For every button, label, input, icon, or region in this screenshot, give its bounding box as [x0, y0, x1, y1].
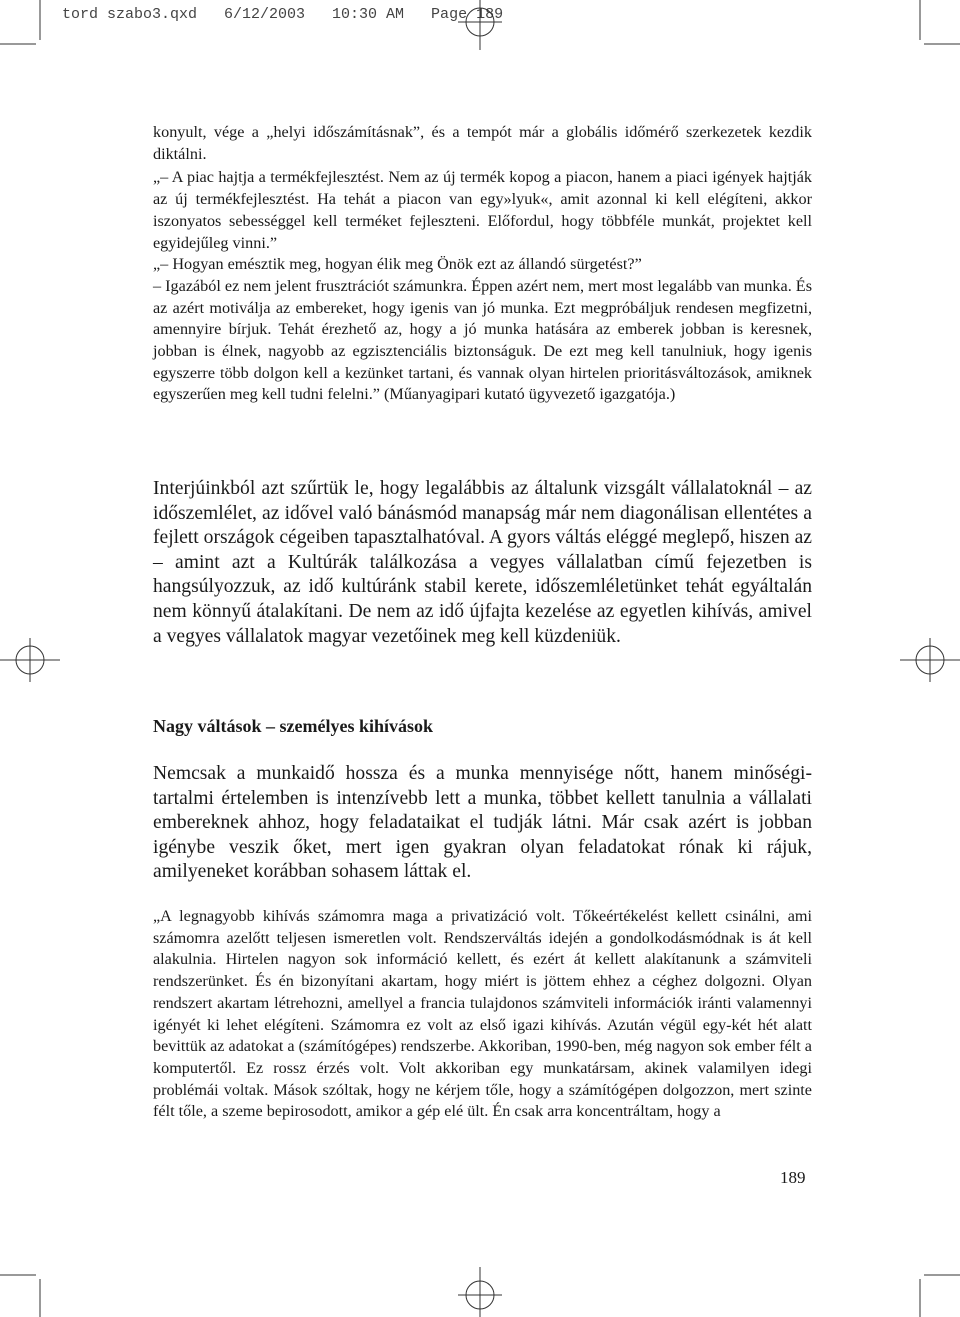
interview-quote-block-2 [153, 906, 812, 1123]
body-section-1 [153, 477, 812, 649]
file-slug: tord szabo3.qxd 6/12/2003 10:30 AM Page 189 [62, 6, 504, 23]
body-section-2 [153, 762, 812, 885]
crosshair-right-icon [900, 620, 960, 700]
question-paragraph: „– Hogyan emésztik meg, hogyan élik meg Önök ezt az állandó sürgetést?” [153, 255, 642, 274]
answer-paragraph: – Igazából ez nem jelent frusztrációt számunkra. Éppen azért nem, mert most legalább van munka. És az azért motiválja az embereket, hogy igenis van jó munka. Ezt megpróbáljuk rendesen megfizetni, amennyire bírjuk. Tehát érezhető az, hogy a jó munka hatására az emberek jobban is keresnek, jobban is élnek, nagyobb az egzisztenciális biztonságuk. De ezt meg kell tanulniuk, hogy igenis egyszerre több dolgon kell a kezünket tartani, és vannak olyan hirtelen prioritásváltozások, amiknek egyszerűen meg kell tudni felelni.” (Műanyagipari kutató ügyvezető igazgatója.) [153, 276, 812, 404]
quote-paragraph: „– A piac hajtja a termékfejlesztést. Nem az új termék kopog a piacon, hanem a piaci igények hajtják az új termékfejlesztést. Ha tehát a piacon van egy»lyuk«, amit azonnal ki kell elégíteni, akkor iszonyatos sebességgel kell terméket fejleszteni. Előfordul, hogy többféle munkát, projektet kell egyidejűleg vinni.” [153, 168, 812, 252]
paragraph-continuation: konyult, vége a „helyi időszámításnak”, és a tempót már a globális időmérő szerkezetek kezdik diktálni. [153, 123, 812, 163]
crop-mark-top-left-icon [0, 0, 60, 60]
body-paragraph: Interjúinkból azt szűrtük le, hogy legalábbis az általunk vizsgált vállalatoknál – az időszemlélet, az idővel való bánásmód manapság már nem diagonálisan ellentétes a fejlett országok cégeiben tapasztalhatóval. A gyors váltás eléggé meglepő, hiszen az – amint azt a Kultúrák találkozása a vegyes vállalatban című fejezetben is hangsúlyozzuk, az idő kultúránk stabil kerete, időszemléletünket tehát egyáltalán nem könnyű átalakítani. De nem az idő újfajta kezelése az egyetlen kihívás, amivel a vegyes vállalatok magyar vezetőinek meg kell küzdeniük. [153, 478, 812, 647]
quote-paragraph: „A legnagyobb kihívás számomra maga a privatizáció volt. Tőkeértékelést kellett csinálni, ami számomra azelőtt teljesen ismeretlen volt. Rendszerváltás idején a gondolkodásmódnak is át kell alakulnia. Hirtelen nagyon sok információ kellett, és ezért át kellett alakítanunk a számviteli rendszerünket. És én bizonyítani akartam, hogy miért is jöttem ehhez a céghez dolgozni. Olyan rendszert akartam létrehozni, amellyel a francia tulajdonos számviteli információk iránti valamennyi igényét ki lehet elégíteni. Számomra ez volt az első igazi kihívás. Azután végül egy-két hét alatt bevittük az adatokat a (számítógépes) rendszerbe. Akkoriban, 1990-ben, még nagyon sok ember félt a komputertől. Ez rossz érzés volt. Volt akkoriban egy munkatársam, akinek valamilyen idegi problémái voltak. Mások szóltak, hogy ne kérjem tőle, hogy a számítógépen dolgozzon, mert szinte félt tőle, a szeme bepirosodott, amikor a gép elé ült. Én csak arra koncentráltam, hogy a [153, 907, 812, 1121]
page-number: 189 [780, 1168, 806, 1187]
crosshair-left-icon [0, 620, 60, 700]
interview-quote-block [153, 122, 812, 406]
section-heading: Nagy váltások – személyes kihívások [153, 716, 434, 736]
crop-mark-top-right-icon [900, 0, 960, 60]
crosshair-bottom-center-icon [440, 1267, 520, 1317]
crop-mark-bottom-left-icon [0, 1257, 60, 1317]
crosshair-top-center-icon [440, 0, 520, 50]
crop-mark-bottom-right-icon [900, 1257, 960, 1317]
body-paragraph: Nemcsak a munkaidő hossza és a munka mennyisége nőtt, hanem minőségi-tartalmi értelemben is intenzívebb lett a munka, többet kellett tanulnia a vállalati embereknek ahhoz, hogy feladataikat el tudják látni. Már csak azért is jobban igénybe veszik őket, mert igen gyakran olyan feladatokat rónak ki rájuk, amilyeneket korábban sohasem láttak el. [153, 763, 812, 883]
